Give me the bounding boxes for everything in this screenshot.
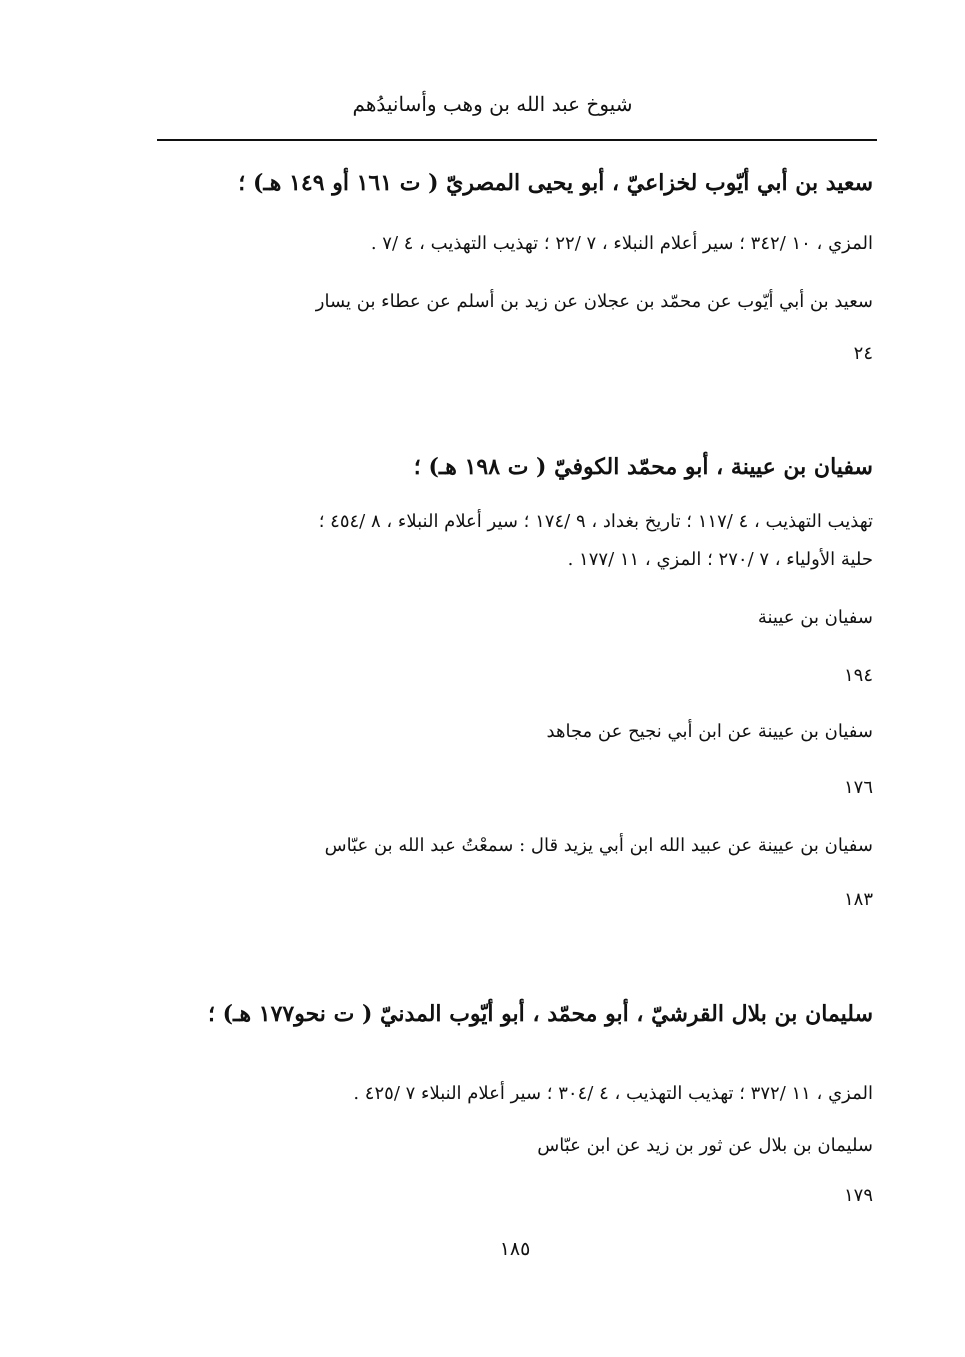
hadith-number: ٢٤ <box>853 343 873 364</box>
hadith-number: ١٧٩ <box>843 1185 873 1206</box>
hadith-number: ١٧٦ <box>843 777 873 798</box>
entry-heading: سفيان بن عيينة ، أبو محمّد الكوفيّ ( ت ١٩٨ هـ) ؛ <box>413 454 873 480</box>
entry-references: المزي ، ١٠ /٣٤٢ ؛ سير أعلام النبلاء ، ٧ /٢٢ ؛ تهذيب التهذيب ، ٤ /٧ . <box>370 233 873 254</box>
running-header: شيوخ عبد الله بن وهب وأسانيدُهم <box>352 92 633 116</box>
entry-references: تهذيب التهذيب ، ٤ /١١٧ ؛ تاريخ بغداد ، ٩ /١٧٤ ؛ سير أعلام النبلاء ، ٨ /٤٥٤ ؛ <box>318 511 873 532</box>
hadith-number: ١٩٤ <box>843 665 873 686</box>
header-divider <box>157 139 877 141</box>
isnad-chain: سفيان بن عيينة عن ابن أبي نجيح عن مجاهد <box>546 721 873 742</box>
entry-references: حلية الأولياء ، ٧ /٢٧٠ ؛ المزي ، ١١ /١٧٧ . <box>567 549 873 570</box>
entry-references: المزي ، ١١ /٣٧٢ ؛ تهذيب التهذيب ، ٤ /٣٠٤ ؛ سير أعلام النبلاء ٧ /٤٢٥ . <box>353 1083 873 1104</box>
isnad-chain: سليمان بن بلال عن ثور بن زيد عن ابن عبّاس <box>537 1135 873 1156</box>
page-number: ١٨٥ <box>499 1238 531 1260</box>
isnad-chain: سفيان بن عيينة <box>757 607 873 628</box>
entry-heading: سليمان بن بلال القرشيّ ، أبو محمّد ، أبو أيّوب المدنيّ ( ت نحو١٧٧ هـ) ؛ <box>207 1001 873 1027</box>
isnad-chain: سعيد بن أبي أيّوب عن محمّد بن عجلان عن زيد بن أسلم عن عطاء بن يسار <box>315 291 873 312</box>
hadith-number: ١٨٣ <box>843 889 873 910</box>
isnad-chain: سفيان بن عيينة عن عبيد الله ابن أبي يزيد قال : سمعْتُ عبد الله بن عبّاس <box>324 835 873 856</box>
entry-heading: سعيد بن أبي أيّوب لخزاعيّ ، أبو يحيى المصريّ ( ت ١٦١ أو ١٤٩ هـ) ؛ <box>238 170 873 196</box>
